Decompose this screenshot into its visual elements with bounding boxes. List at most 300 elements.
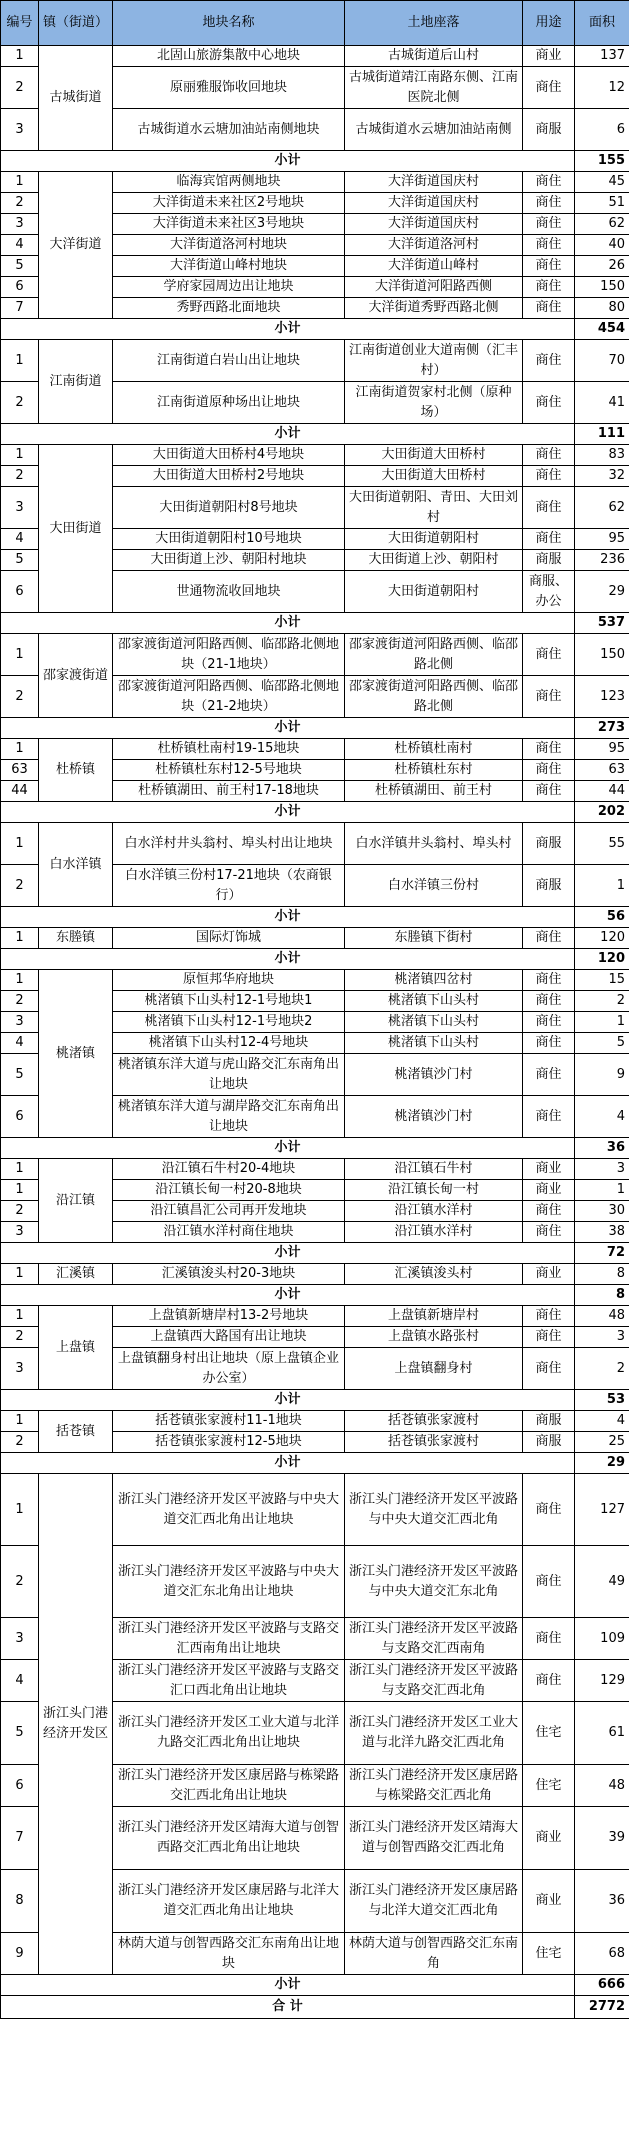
- subtotal-row: [1, 1285, 629, 1306]
- parcel-area: 9: [575, 1054, 629, 1096]
- parcel-name: 原丽雅服饰收回地块: [113, 67, 345, 109]
- subtotal-label: 小计: [1, 613, 575, 634]
- subtotal-row: [1, 949, 629, 970]
- parcel-name: 古城街道水云塘加油站南侧地块: [113, 109, 345, 151]
- row-no: 5: [1, 256, 39, 277]
- row-no: 1: [1, 1180, 39, 1201]
- parcel-location: 汇溪镇浚头村: [345, 1264, 523, 1285]
- parcel-name: 浙江头门港经济开发区平波路与中央大道交汇西北角出让地块: [113, 1474, 345, 1546]
- parcel-name: 邵家渡街道河阳路西侧、临邵路北侧地块（21-1地块）: [113, 634, 345, 676]
- parcel-location: 括苍镇张家渡村: [345, 1411, 523, 1432]
- parcel-area: 63: [575, 760, 629, 781]
- row-no: 7: [1, 298, 39, 319]
- subtotal-row: [1, 1243, 629, 1264]
- subtotal-label: 小计: [1, 949, 575, 970]
- parcel-area: 129: [575, 1660, 629, 1702]
- row-no: 5: [1, 1702, 39, 1765]
- subtotal-row: [1, 1453, 629, 1474]
- table-row: [1, 1306, 629, 1327]
- parcel-use: 商住: [523, 1033, 575, 1054]
- street-cell: 古城街道: [39, 46, 113, 151]
- row-no: 6: [1, 571, 39, 613]
- parcel-use: 商住: [523, 1660, 575, 1702]
- parcel-area: 150: [575, 634, 629, 676]
- street-cell: 汇溪镇: [39, 1264, 113, 1285]
- street-cell: 邵家渡街道: [39, 634, 113, 718]
- row-no: 2: [1, 1546, 39, 1618]
- parcel-area: 83: [575, 445, 629, 466]
- parcel-name: 大洋街道未来社区2号地块: [113, 193, 345, 214]
- table-row: [1, 340, 629, 382]
- parcel-name: 沿江镇昌汇公司再开发地块: [113, 1201, 345, 1222]
- table-row: [1, 445, 629, 466]
- parcel-area: 49: [575, 1546, 629, 1618]
- parcel-location: 桃渚镇下山头村: [345, 991, 523, 1012]
- parcel-use: 商住: [523, 487, 575, 529]
- row-no: 2: [1, 991, 39, 1012]
- parcel-name: 汇溪镇浚头村20-3地块: [113, 1264, 345, 1285]
- parcel-location: 大田街道朝阳村: [345, 529, 523, 550]
- parcel-location: 沿江镇石牛村: [345, 1159, 523, 1180]
- parcel-location: 大洋街道国庆村: [345, 172, 523, 193]
- parcel-area: 1: [575, 1012, 629, 1033]
- parcel-name: 世通物流收回地块: [113, 571, 345, 613]
- subtotal-label: 小计: [1, 1390, 575, 1411]
- row-no: 1: [1, 172, 39, 193]
- row-no: 1: [1, 1264, 39, 1285]
- subtotal-value: 273: [575, 718, 629, 739]
- parcel-use: 商住: [523, 193, 575, 214]
- parcel-location: 浙江头门港经济开发区靖海大道与创智西路交汇西北角: [345, 1807, 523, 1870]
- table-row: [1, 739, 629, 760]
- row-no: 1: [1, 970, 39, 991]
- parcel-use: 商住: [523, 340, 575, 382]
- row-no: 1: [1, 1159, 39, 1180]
- parcel-area: 95: [575, 529, 629, 550]
- subtotal-label: 小计: [1, 802, 575, 823]
- parcel-location: 上盘镇翻身村: [345, 1348, 523, 1390]
- table-row: [1, 46, 629, 67]
- parcel-name: 林荫大道与创智西路交汇东南角出让地块: [113, 1933, 345, 1975]
- parcel-location: 古城街道后山村: [345, 46, 523, 67]
- parcel-name: 沿江镇长甸一村20-8地块: [113, 1180, 345, 1201]
- parcel-name: 邵家渡街道河阳路西侧、临邵路北侧地块（21-2地块）: [113, 676, 345, 718]
- subtotal-row: [1, 907, 629, 928]
- subtotal-value: 155: [575, 151, 629, 172]
- parcel-use: 商业: [523, 46, 575, 67]
- parcel-use: 商住: [523, 970, 575, 991]
- parcel-name: 杜桥镇杜东村12-5号地块: [113, 760, 345, 781]
- subtotal-label: 小计: [1, 907, 575, 928]
- parcel-use: 商住: [523, 235, 575, 256]
- parcel-location: 上盘镇水路张村: [345, 1327, 523, 1348]
- parcel-use: 住宅: [523, 1702, 575, 1765]
- subtotal-label: 小计: [1, 319, 575, 340]
- parcel-name: 桃渚镇东洋大道与湖岸路交汇东南角出让地块: [113, 1096, 345, 1138]
- row-no: 2: [1, 865, 39, 907]
- row-no: 1: [1, 340, 39, 382]
- parcel-name: 浙江头门港经济开发区靖海大道与创智西路交汇西北角出让地块: [113, 1807, 345, 1870]
- subtotal-label: 小计: [1, 1975, 575, 1996]
- subtotal-value: 454: [575, 319, 629, 340]
- parcel-name: 浙江头门港经济开发区康居路与栋梁路交汇西北角出让地块: [113, 1765, 345, 1807]
- parcel-location: 江南街道贺家村北侧（原种场）: [345, 382, 523, 424]
- row-no: 3: [1, 1222, 39, 1243]
- parcel-location: 浙江头门港经济开发区平波路与中央大道交汇东北角: [345, 1546, 523, 1618]
- parcel-area: 36: [575, 1870, 629, 1933]
- parcel-area: 123: [575, 676, 629, 718]
- row-no: 4: [1, 529, 39, 550]
- parcel-use: 商服: [523, 1432, 575, 1453]
- parcel-name: 桃渚镇下山头村12-4号地块: [113, 1033, 345, 1054]
- parcel-location: 江南街道创业大道南侧（汇丰村）: [345, 340, 523, 382]
- subtotal-value: 8: [575, 1285, 629, 1306]
- parcel-use: 商住: [523, 1474, 575, 1546]
- row-no: 3: [1, 1618, 39, 1660]
- parcel-use: 商住: [523, 1012, 575, 1033]
- subtotal-value: 666: [575, 1975, 629, 1996]
- parcel-name: 临海宾馆两侧地块: [113, 172, 345, 193]
- subtotal-value: 120: [575, 949, 629, 970]
- parcel-area: 120: [575, 928, 629, 949]
- parcel-name: 大田街道大田桥村4号地块: [113, 445, 345, 466]
- subtotal-value: 56: [575, 907, 629, 928]
- subtotal-row: [1, 718, 629, 739]
- parcel-name: 大洋街道山峰村地块: [113, 256, 345, 277]
- parcel-location: 白水洋镇三份村: [345, 865, 523, 907]
- parcel-area: 80: [575, 298, 629, 319]
- table-row: [1, 1264, 629, 1285]
- parcel-area: 48: [575, 1765, 629, 1807]
- table-row: [1, 1159, 629, 1180]
- parcel-area: 2: [575, 1348, 629, 1390]
- parcel-use: 商业: [523, 1264, 575, 1285]
- parcel-use: 商住: [523, 676, 575, 718]
- parcel-use: 商住: [523, 634, 575, 676]
- table-row: [1, 172, 629, 193]
- parcel-use: 商住: [523, 1222, 575, 1243]
- parcel-location: 大洋街道国庆村: [345, 214, 523, 235]
- parcel-location: 大洋街道秀野西路北侧: [345, 298, 523, 319]
- subtotal-label: 小计: [1, 1453, 575, 1474]
- parcel-location: 邵家渡街道河阳路西侧、临邵路北侧: [345, 634, 523, 676]
- header-name: 地块名称: [113, 1, 345, 46]
- parcel-area: 39: [575, 1807, 629, 1870]
- parcel-use: 商住: [523, 298, 575, 319]
- header-use: 用途: [523, 1, 575, 46]
- parcel-name: 上盘镇翻身村出让地块（原上盘镇企业办公室）: [113, 1348, 345, 1390]
- parcel-name: 桃渚镇下山头村12-1号地块1: [113, 991, 345, 1012]
- parcel-use: 商服: [523, 1411, 575, 1432]
- parcel-use: 商住: [523, 1546, 575, 1618]
- parcel-area: 15: [575, 970, 629, 991]
- parcel-use: 商业: [523, 1180, 575, 1201]
- parcel-use: 商住: [523, 256, 575, 277]
- parcel-area: 40: [575, 235, 629, 256]
- grand-total-row: [1, 1996, 629, 2019]
- parcel-area: 44: [575, 781, 629, 802]
- subtotal-value: 202: [575, 802, 629, 823]
- parcel-area: 137: [575, 46, 629, 67]
- parcel-name: 上盘镇新塘岸村13-2号地块: [113, 1306, 345, 1327]
- parcel-name: 白水洋镇三份村17-21地块（农商银行）: [113, 865, 345, 907]
- parcel-area: 2: [575, 991, 629, 1012]
- parcel-area: 70: [575, 340, 629, 382]
- parcel-use: 商住: [523, 67, 575, 109]
- parcel-area: 95: [575, 739, 629, 760]
- subtotal-value: 72: [575, 1243, 629, 1264]
- table-row: [1, 928, 629, 949]
- parcel-use: 商服: [523, 109, 575, 151]
- row-no: 7: [1, 1807, 39, 1870]
- street-cell: 沿江镇: [39, 1159, 113, 1243]
- parcel-area: 4: [575, 1411, 629, 1432]
- parcel-location: 白水洋镇井头翁村、埠头村: [345, 823, 523, 865]
- parcel-area: 61: [575, 1702, 629, 1765]
- header-street: 镇（街道）: [39, 1, 113, 46]
- parcel-location: 桃渚镇沙门村: [345, 1054, 523, 1096]
- parcel-area: 68: [575, 1933, 629, 1975]
- parcel-use: 商住: [523, 1618, 575, 1660]
- row-no: 3: [1, 109, 39, 151]
- parcel-use: 商业: [523, 1807, 575, 1870]
- parcel-area: 1: [575, 865, 629, 907]
- street-cell: 浙江头门港经济开发区: [39, 1474, 113, 1975]
- header-area: 面积: [575, 1, 629, 46]
- row-no: 3: [1, 487, 39, 529]
- parcel-area: 25: [575, 1432, 629, 1453]
- parcel-area: 5: [575, 1033, 629, 1054]
- row-no: 1: [1, 1411, 39, 1432]
- subtotal-value: 111: [575, 424, 629, 445]
- parcel-location: 古城街道水云塘加油站南侧: [345, 109, 523, 151]
- parcel-area: 150: [575, 277, 629, 298]
- row-no: 2: [1, 1201, 39, 1222]
- parcel-name: 浙江头门港经济开发区平波路与支路交汇口西北角出让地块: [113, 1660, 345, 1702]
- row-no: 1: [1, 739, 39, 760]
- parcel-area: 12: [575, 67, 629, 109]
- parcel-area: 8: [575, 1264, 629, 1285]
- parcel-use: 商住: [523, 529, 575, 550]
- parcel-use: 商业: [523, 1870, 575, 1933]
- parcel-area: 127: [575, 1474, 629, 1546]
- parcel-location: 大洋街道河阳路西侧: [345, 277, 523, 298]
- street-cell: 东塍镇: [39, 928, 113, 949]
- parcel-name: 浙江头门港经济开发区平波路与中央大道交汇东北角出让地块: [113, 1546, 345, 1618]
- row-no: 1: [1, 634, 39, 676]
- parcel-location: 杜桥镇湖田、前王村: [345, 781, 523, 802]
- parcel-name: 大田街道上沙、朝阳村地块: [113, 550, 345, 571]
- row-no: 2: [1, 1432, 39, 1453]
- parcel-use: 住宅: [523, 1933, 575, 1975]
- row-no: 1: [1, 823, 39, 865]
- subtotal-label: 小计: [1, 1138, 575, 1159]
- row-no: 4: [1, 1660, 39, 1702]
- row-no: 6: [1, 1096, 39, 1138]
- parcel-use: 商住: [523, 1096, 575, 1138]
- row-no: 3: [1, 1348, 39, 1390]
- parcel-use: 商住: [523, 277, 575, 298]
- parcel-name: 秀野西路北面地块: [113, 298, 345, 319]
- subtotal-label: 小计: [1, 1285, 575, 1306]
- street-cell: 上盘镇: [39, 1306, 113, 1390]
- subtotal-row: [1, 1975, 629, 1996]
- parcel-area: 48: [575, 1306, 629, 1327]
- row-no: 2: [1, 67, 39, 109]
- parcel-use: 住宅: [523, 1765, 575, 1807]
- row-no: 2: [1, 466, 39, 487]
- street-cell: 江南街道: [39, 340, 113, 424]
- row-no: 8: [1, 1870, 39, 1933]
- parcel-location: 浙江头门港经济开发区平波路与支路交汇西南角: [345, 1618, 523, 1660]
- parcel-use: 商住: [523, 1348, 575, 1390]
- parcel-use: 商服: [523, 550, 575, 571]
- parcel-name: 原恒邦华府地块: [113, 970, 345, 991]
- parcel-location: 桃渚镇四岔村: [345, 970, 523, 991]
- parcel-use: 商住: [523, 739, 575, 760]
- parcel-use: 商住: [523, 991, 575, 1012]
- parcel-use: 商住: [523, 466, 575, 487]
- subtotal-value: 537: [575, 613, 629, 634]
- parcel-location: 大田街道大田桥村: [345, 445, 523, 466]
- parcel-use: 商业: [523, 1159, 575, 1180]
- parcel-location: 括苍镇张家渡村: [345, 1432, 523, 1453]
- parcel-use: 商服: [523, 823, 575, 865]
- parcel-area: 109: [575, 1618, 629, 1660]
- parcel-name: 国际灯饰城: [113, 928, 345, 949]
- street-cell: 桃渚镇: [39, 970, 113, 1138]
- parcel-location: 杜桥镇杜南村: [345, 739, 523, 760]
- row-no: 6: [1, 1765, 39, 1807]
- table-row: [1, 634, 629, 676]
- parcel-name: 学府家园周边出让地块: [113, 277, 345, 298]
- row-no: 2: [1, 382, 39, 424]
- parcel-name: 桃渚镇东洋大道与虎山路交汇东南角出让地块: [113, 1054, 345, 1096]
- row-no: 5: [1, 1054, 39, 1096]
- parcel-area: 4: [575, 1096, 629, 1138]
- parcel-location: 浙江头门港经济开发区工业大道与北洋九路交汇西北角: [345, 1702, 523, 1765]
- parcel-name: 括苍镇张家渡村12-5地块: [113, 1432, 345, 1453]
- subtotal-row: [1, 151, 629, 172]
- parcel-location: 浙江头门港经济开发区康居路与北洋大道交汇西北角: [345, 1870, 523, 1933]
- parcel-name: 大洋街道洛河村地块: [113, 235, 345, 256]
- table-row: [1, 1474, 629, 1546]
- row-no: 1: [1, 928, 39, 949]
- subtotal-value: 36: [575, 1138, 629, 1159]
- street-cell: 杜桥镇: [39, 739, 113, 802]
- parcel-area: 45: [575, 172, 629, 193]
- header-location: 土地座落: [345, 1, 523, 46]
- parcel-area: 55: [575, 823, 629, 865]
- parcel-name: 杜桥镇杜南村19-15地块: [113, 739, 345, 760]
- row-no: 4: [1, 1033, 39, 1054]
- grand-total-label: 合 计: [1, 1996, 575, 2019]
- parcel-location: 大田街道朝阳村: [345, 571, 523, 613]
- parcel-location: 桃渚镇沙门村: [345, 1096, 523, 1138]
- row-no: 4: [1, 235, 39, 256]
- subtotal-row: [1, 319, 629, 340]
- table-body: [1, 46, 629, 1996]
- parcel-name: 沿江镇水洋村商住地块: [113, 1222, 345, 1243]
- subtotal-value: 29: [575, 1453, 629, 1474]
- row-no: 1: [1, 445, 39, 466]
- parcel-name: 大洋街道未来社区3号地块: [113, 214, 345, 235]
- parcel-location: 杜桥镇杜东村: [345, 760, 523, 781]
- subtotal-row: [1, 1138, 629, 1159]
- parcel-location: 大洋街道洛河村: [345, 235, 523, 256]
- parcel-name: 浙江头门港经济开发区工业大道与北洋九路交汇西北角出让地块: [113, 1702, 345, 1765]
- parcel-location: 林荫大道与创智西路交汇东南角: [345, 1933, 523, 1975]
- parcel-location: 桃渚镇下山头村: [345, 1012, 523, 1033]
- parcel-name: 大田街道大田桥村2号地块: [113, 466, 345, 487]
- parcel-use: 商住: [523, 382, 575, 424]
- parcel-location: 浙江头门港经济开发区平波路与中央大道交汇西北角: [345, 1474, 523, 1546]
- subtotal-row: [1, 613, 629, 634]
- row-no: 3: [1, 214, 39, 235]
- parcel-name: 桃渚镇下山头村12-1号地块2: [113, 1012, 345, 1033]
- parcel-area: 236: [575, 550, 629, 571]
- row-no: 2: [1, 1327, 39, 1348]
- parcel-location: 古城街道靖江南路东侧、江南医院北侧: [345, 67, 523, 109]
- parcel-location: 沿江镇水洋村: [345, 1201, 523, 1222]
- table-row: [1, 1411, 629, 1432]
- header-no: 编号: [1, 1, 39, 46]
- parcel-use: 商住: [523, 1054, 575, 1096]
- subtotal-label: 小计: [1, 424, 575, 445]
- row-no: 2: [1, 193, 39, 214]
- subtotal-row: [1, 424, 629, 445]
- row-no: 63: [1, 760, 39, 781]
- subtotal-label: 小计: [1, 151, 575, 172]
- parcel-name: 浙江头门港经济开发区康居路与北洋大道交汇西北角出让地块: [113, 1870, 345, 1933]
- row-no: 3: [1, 1012, 39, 1033]
- parcel-name: 大田街道朝阳村10号地块: [113, 529, 345, 550]
- parcel-location: 大田街道上沙、朝阳村: [345, 550, 523, 571]
- parcel-location: 浙江头门港经济开发区平波路与支路交汇西北角: [345, 1660, 523, 1702]
- row-no: 6: [1, 277, 39, 298]
- row-no: 1: [1, 1474, 39, 1546]
- street-cell: 大田街道: [39, 445, 113, 613]
- parcel-area: 38: [575, 1222, 629, 1243]
- header-row: [1, 1, 629, 46]
- parcel-use: 商住: [523, 1306, 575, 1327]
- street-cell: 括苍镇: [39, 1411, 113, 1453]
- parcel-name: 江南街道原种场出让地块: [113, 382, 345, 424]
- parcel-area: 41: [575, 382, 629, 424]
- parcel-area: 6: [575, 109, 629, 151]
- subtotal-label: 小计: [1, 718, 575, 739]
- parcel-location: 东塍镇下街村: [345, 928, 523, 949]
- parcel-use: 商住: [523, 1201, 575, 1222]
- subtotal-row: [1, 1390, 629, 1411]
- subtotal-row: [1, 802, 629, 823]
- street-cell: 白水洋镇: [39, 823, 113, 907]
- parcel-use: 商住: [523, 781, 575, 802]
- parcel-area: 51: [575, 193, 629, 214]
- parcel-name: 括苍镇张家渡村11-1地块: [113, 1411, 345, 1432]
- parcel-area: 30: [575, 1201, 629, 1222]
- parcel-area: 62: [575, 214, 629, 235]
- parcel-name: 北固山旅游集散中心地块: [113, 46, 345, 67]
- parcel-name: 浙江头门港经济开发区平波路与支路交汇西南角出让地块: [113, 1618, 345, 1660]
- row-no: 2: [1, 676, 39, 718]
- row-no: 5: [1, 550, 39, 571]
- parcel-name: 白水洋村井头翁村、埠头村出让地块: [113, 823, 345, 865]
- parcel-location: 大田街道朝阳、青田、大田刘村: [345, 487, 523, 529]
- street-cell: 大洋街道: [39, 172, 113, 319]
- parcel-area: 26: [575, 256, 629, 277]
- parcel-use: 商服、办公: [523, 571, 575, 613]
